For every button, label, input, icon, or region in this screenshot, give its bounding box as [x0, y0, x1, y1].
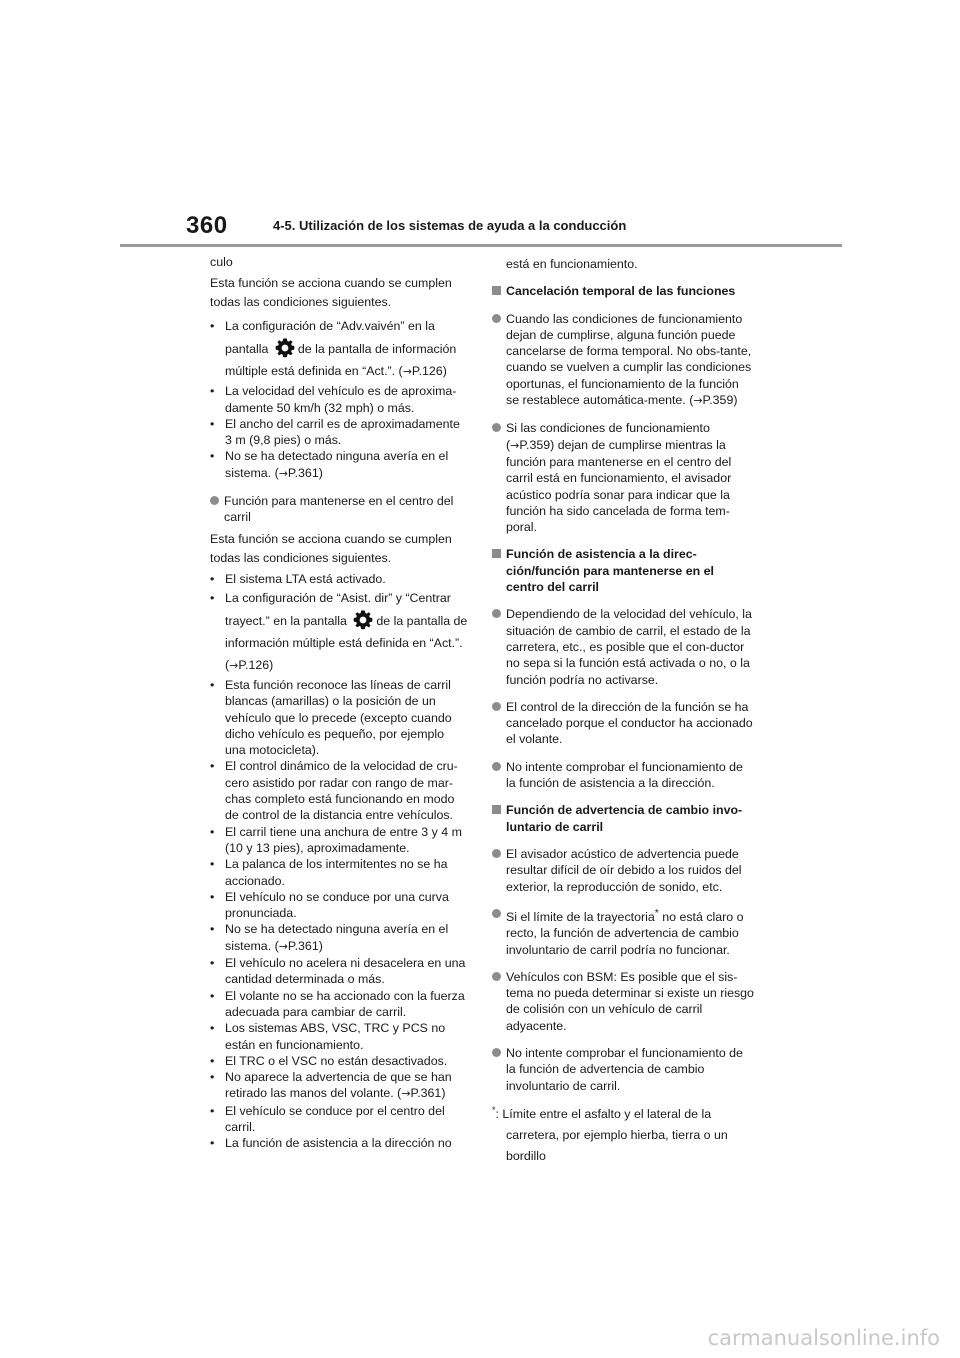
note-item: Vehículos con BSM: Es posible que el sis-tema no pueda determinar si existe un riesgo de colisión con un vehículo de carril adyacente.	[492, 969, 754, 1034]
note-item: Si las condiciones de funcionamiento (→P.359) dejan de cumplirse mientras la función para mantenerse en el centro del carril está en funcionamiento, el avisador acústico podría sonar para indicar que la función ha sido cancelada de forma tem-poral.	[492, 420, 754, 535]
condition-item: • El vehículo no se conduce por una curva pronunciada.	[210, 889, 449, 921]
condition-item: • No se ha detectado ninguna avería en el sistema. (→P.361)	[210, 922, 449, 953]
section-heading: Cancelación temporal de las funciones	[492, 283, 754, 299]
circle-bullet-icon	[492, 909, 501, 918]
circle-bullet-icon	[492, 702, 501, 711]
condition-item: • El TRC o el VSC no están desactivados.	[210, 1053, 448, 1068]
condition-item: • El ancho del carril es de aproximadamente 3 m (9,8 pies) o más.	[210, 416, 460, 448]
continued-text: está en funcionamiento.	[506, 257, 638, 271]
condition-item: • El vehículo se conduce por el centro del carril.	[210, 1103, 445, 1134]
note-item: Si el límite de la trayectoria* no está claro o recto, la función de advertencia de cambio involuntario de carril podría no funcionar.	[492, 906, 754, 958]
circle-bullet-icon	[492, 762, 501, 771]
circle-bullet-icon	[492, 609, 501, 618]
square-bullet-icon	[492, 549, 501, 558]
condition-item: • La palanca de los intermitentes no se ha accionado.	[210, 857, 448, 888]
right-column	[492, 254, 754, 1167]
circle-bullet-icon	[492, 314, 501, 323]
section-heading: Función para mantenerse en el centro del carril	[210, 493, 468, 526]
paragraph: Esta función se acciona cuando se cumplen todas las condiciones siguientes.	[210, 276, 452, 310]
note-item: El control de la dirección de la función se ha cancelado porque el conductor ha accionado el volante.	[492, 699, 754, 748]
note-item: No intente comprobar el funcionamiento de la función de advertencia de cambio involuntario de carril.	[492, 1045, 754, 1094]
left-column	[210, 254, 468, 1152]
section-heading: Función de asistencia a la direc-ción/función para mantenerse en el centro del carril	[492, 546, 754, 595]
condition-item: • No se ha detectado ninguna avería en el sistema. (→P.361)	[210, 449, 449, 480]
section-heading: Función de advertencia de cambio invo-luntario de carril	[492, 802, 754, 835]
footnote: *: Límite entre el asfalto y el lateral de la carretera, por ejemplo hierba, tierra o un bordillo	[492, 1104, 728, 1164]
condition-item: • La velocidad del vehículo es de aproxima-damente 50 km/h (32 mph) o más.	[210, 384, 457, 415]
square-bullet-icon	[492, 286, 501, 295]
watermark: carmanualsonline.info	[707, 1326, 940, 1350]
intro-tail: culo	[210, 255, 233, 269]
paragraph: Esta función se acciona cuando se cumplen todas las condiciones siguientes.	[210, 531, 452, 565]
condition-item: • El carril tiene una anchura de entre 3 y 4 m (10 y 13 pies), aproximadamente.	[210, 824, 462, 855]
condition-item: • El vehículo no acelera ni desacelera en una cantidad determinada o más.	[210, 956, 466, 987]
condition-item: • El volante no se ha accionado con la fuerza adecuada para cambiar de carril.	[210, 988, 465, 1019]
note-item: Cuando las condiciones de funcionamiento dejan de cumplirse, alguna función puede cancelarse de forma temporal. No obs-tante, cuando se vuelven a cumplir las condiciones oportunas, el funcionamiento de la función se restablece automática-mente. (→P.359)	[492, 311, 754, 410]
condition-item: • Esta función reconoce las líneas de carril blancas (amarillas) o la posición de un vehículo que lo precede (excepto cuando dicho vehículo es pequeño, por ejemplo una motocicleta).	[210, 677, 452, 758]
page-number: 360	[186, 212, 228, 239]
chapter-title: 4-5. Utilización de los sistemas de ayuda a la conducción	[273, 218, 627, 233]
note-item: El avisador acústico de advertencia puede resultar difícil de oír debido a los ruidos del exterior, la reproducción de sonido, etc.	[492, 846, 754, 895]
gear-icon	[274, 337, 296, 359]
note-item: Dependiendo de la velocidad del vehículo, la situación de cambio de carril, el estado de la carretera, etc., es posible que el con-ductor no sepa si la función está activada o no, o la función podría no activarse.	[492, 606, 754, 687]
square-bullet-icon	[492, 805, 501, 814]
circle-bullet-icon	[492, 423, 501, 432]
header-rule	[120, 244, 842, 247]
circle-bullet-icon	[492, 1048, 501, 1057]
condition-item: • La configuración de “Adv.vaivén” en la pantalla de la pantalla de información múltiple está definida en “Act.”. (→P.126)	[210, 319, 457, 379]
condition-item: • Los sistemas ABS, VSC, TRC y PCS no están en funcionamiento.	[210, 1021, 446, 1052]
note-item: No intente comprobar el funcionamiento de la función de asistencia a la dirección.	[492, 759, 754, 792]
condition-item: • No aparece la advertencia de que se han retirado las manos del volante. (→P.361)	[210, 1070, 452, 1101]
gear-icon	[352, 609, 374, 631]
condition-item: • La configuración de “Asist. dir” y “Centrar trayect.” en la pantalla de la pantalla de información múltiple está definida en “Act.”. (→P.126)	[210, 590, 468, 672]
circle-bullet-icon	[210, 496, 219, 505]
circle-bullet-icon	[492, 849, 501, 858]
condition-item: • La función de asistencia a la dirección no	[210, 1136, 452, 1151]
circle-bullet-icon	[492, 972, 501, 981]
condition-item: • El sistema LTA está activado.	[210, 571, 386, 586]
condition-item: • El control dinámico de la velocidad de cru-cero asistido por radar con rango de mar-chas completo está funcionando en modo de control de la distancia entre vehículos.	[210, 759, 458, 823]
